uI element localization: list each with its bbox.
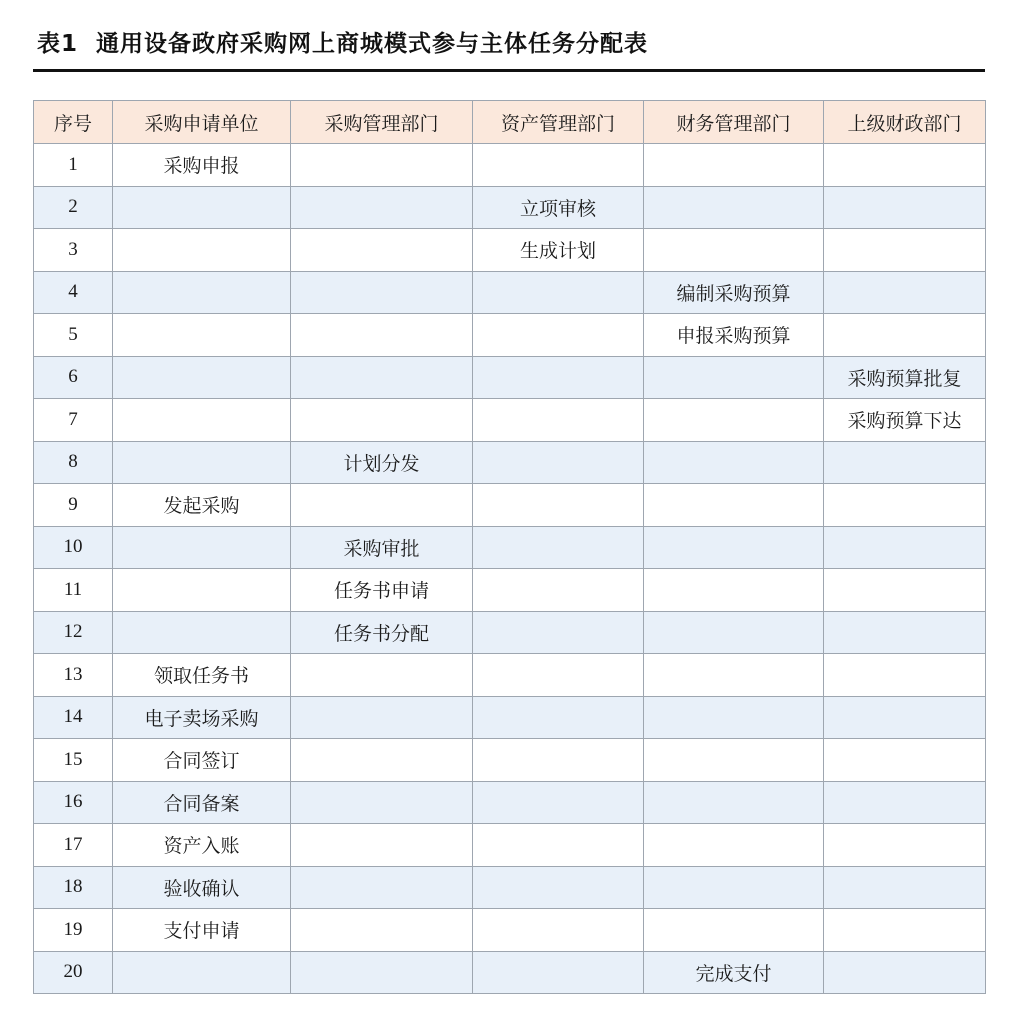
cell-asset-mgmt [473, 314, 644, 357]
cell-procurement-mgmt [291, 951, 473, 994]
cell-finance-mgmt [644, 909, 824, 952]
cell-applicant [113, 356, 291, 399]
table-row [34, 271, 986, 314]
table-row [34, 696, 986, 739]
cell-finance-mgmt [644, 611, 824, 654]
table-row [34, 951, 986, 994]
cell-asset-mgmt [473, 654, 644, 697]
cell-finance-mgmt [644, 526, 824, 569]
row-index: 13 [34, 654, 113, 697]
cell-superior-finance [824, 441, 986, 484]
cell-finance-mgmt [644, 824, 824, 867]
cell-procurement-mgmt [291, 271, 473, 314]
cell-asset-mgmt [473, 399, 644, 442]
cell-procurement-mgmt [291, 399, 473, 442]
row-index: 17 [34, 824, 113, 867]
cell-superior-finance [824, 144, 986, 187]
col-header-asset-mgmt: 资产管理部门 [473, 101, 644, 144]
cell-finance-mgmt [644, 144, 824, 187]
table-row [34, 229, 986, 272]
cell-applicant [113, 951, 291, 994]
cell-finance-mgmt [644, 399, 824, 442]
cell-asset-mgmt [473, 781, 644, 824]
cell-finance-mgmt [644, 654, 824, 697]
cell-procurement-mgmt [291, 824, 473, 867]
cell-asset-mgmt [473, 484, 644, 527]
cell-finance-mgmt [644, 186, 824, 229]
table-row [34, 356, 986, 399]
cell-finance-mgmt: 申报采购预算 [644, 314, 824, 357]
title-underline [33, 69, 985, 72]
table-row [34, 314, 986, 357]
header-row [34, 101, 986, 144]
cell-applicant [113, 526, 291, 569]
cell-asset-mgmt [473, 739, 644, 782]
cell-asset-mgmt [473, 356, 644, 399]
table-row [34, 526, 986, 569]
cell-superior-finance [824, 484, 986, 527]
task-allocation-table [33, 100, 986, 994]
cell-procurement-mgmt: 任务书申请 [291, 569, 473, 612]
row-index: 1 [34, 144, 113, 187]
cell-superior-finance [824, 951, 986, 994]
row-index: 4 [34, 271, 113, 314]
cell-superior-finance [824, 696, 986, 739]
row-index: 2 [34, 186, 113, 229]
cell-applicant [113, 441, 291, 484]
cell-applicant [113, 271, 291, 314]
cell-procurement-mgmt [291, 314, 473, 357]
table-row [34, 441, 986, 484]
table-title-text: 通用设备政府采购网上商城模式参与主体任务分配表 [96, 31, 649, 57]
cell-superior-finance [824, 314, 986, 357]
cell-procurement-mgmt [291, 781, 473, 824]
cell-procurement-mgmt [291, 739, 473, 782]
cell-superior-finance [824, 186, 986, 229]
table-number: 表1 [37, 31, 79, 57]
cell-superior-finance [824, 271, 986, 314]
cell-procurement-mgmt: 采购审批 [291, 526, 473, 569]
row-index: 6 [34, 356, 113, 399]
cell-procurement-mgmt [291, 484, 473, 527]
cell-superior-finance [824, 781, 986, 824]
row-index: 19 [34, 909, 113, 952]
cell-finance-mgmt [644, 569, 824, 612]
cell-asset-mgmt [473, 824, 644, 867]
cell-asset-mgmt [473, 271, 644, 314]
col-header-index: 序号 [34, 101, 113, 144]
cell-procurement-mgmt [291, 144, 473, 187]
cell-applicant: 合同签订 [113, 739, 291, 782]
cell-applicant: 发起采购 [113, 484, 291, 527]
table-header [34, 101, 986, 144]
cell-finance-mgmt [644, 866, 824, 909]
cell-finance-mgmt [644, 696, 824, 739]
cell-asset-mgmt [473, 569, 644, 612]
cell-finance-mgmt: 编制采购预算 [644, 271, 824, 314]
row-index: 15 [34, 739, 113, 782]
row-index: 14 [34, 696, 113, 739]
cell-superior-finance [824, 866, 986, 909]
cell-applicant: 领取任务书 [113, 654, 291, 697]
row-index: 16 [34, 781, 113, 824]
cell-superior-finance [824, 824, 986, 867]
table-row [34, 824, 986, 867]
cell-finance-mgmt: 完成支付 [644, 951, 824, 994]
cell-procurement-mgmt [291, 356, 473, 399]
cell-superior-finance [824, 654, 986, 697]
row-index: 8 [34, 441, 113, 484]
cell-asset-mgmt [473, 526, 644, 569]
cell-superior-finance: 采购预算批复 [824, 356, 986, 399]
cell-superior-finance [824, 526, 986, 569]
cell-applicant: 资产入账 [113, 824, 291, 867]
table-body [34, 144, 986, 994]
table-title [33, 26, 985, 62]
cell-asset-mgmt [473, 866, 644, 909]
cell-applicant [113, 569, 291, 612]
col-header-procurement-mgmt: 采购管理部门 [291, 101, 473, 144]
cell-procurement-mgmt [291, 696, 473, 739]
cell-applicant [113, 399, 291, 442]
cell-applicant: 采购申报 [113, 144, 291, 187]
row-index: 3 [34, 229, 113, 272]
cell-applicant: 支付申请 [113, 909, 291, 952]
cell-procurement-mgmt [291, 654, 473, 697]
table-row [34, 144, 986, 187]
row-index: 7 [34, 399, 113, 442]
cell-finance-mgmt [644, 739, 824, 782]
table-row [34, 484, 986, 527]
col-header-applicant: 采购申请单位 [113, 101, 291, 144]
row-index: 20 [34, 951, 113, 994]
cell-asset-mgmt: 生成计划 [473, 229, 644, 272]
cell-asset-mgmt [473, 909, 644, 952]
col-header-finance-mgmt: 财务管理部门 [644, 101, 824, 144]
cell-procurement-mgmt [291, 866, 473, 909]
cell-superior-finance [824, 739, 986, 782]
cell-procurement-mgmt: 计划分发 [291, 441, 473, 484]
cell-superior-finance [824, 611, 986, 654]
cell-finance-mgmt [644, 484, 824, 527]
cell-superior-finance [824, 569, 986, 612]
table-row [34, 866, 986, 909]
col-header-superior-finance: 上级财政部门 [824, 101, 986, 144]
row-index: 11 [34, 569, 113, 612]
cell-applicant [113, 186, 291, 229]
cell-asset-mgmt [473, 696, 644, 739]
table-row [34, 781, 986, 824]
cell-applicant [113, 229, 291, 272]
cell-applicant: 电子卖场采购 [113, 696, 291, 739]
cell-asset-mgmt [473, 144, 644, 187]
table-row [34, 654, 986, 697]
cell-applicant: 合同备案 [113, 781, 291, 824]
table-row [34, 186, 986, 229]
cell-asset-mgmt [473, 441, 644, 484]
cell-asset-mgmt [473, 611, 644, 654]
row-index: 9 [34, 484, 113, 527]
cell-applicant [113, 611, 291, 654]
cell-applicant [113, 314, 291, 357]
row-index: 18 [34, 866, 113, 909]
table-row [34, 399, 986, 442]
cell-procurement-mgmt [291, 186, 473, 229]
cell-procurement-mgmt: 任务书分配 [291, 611, 473, 654]
cell-applicant: 验收确认 [113, 866, 291, 909]
table-row [34, 569, 986, 612]
row-index: 5 [34, 314, 113, 357]
cell-superior-finance [824, 229, 986, 272]
cell-asset-mgmt: 立项审核 [473, 186, 644, 229]
table-row [34, 611, 986, 654]
cell-superior-finance [824, 909, 986, 952]
cell-asset-mgmt [473, 951, 644, 994]
cell-finance-mgmt [644, 781, 824, 824]
cell-finance-mgmt [644, 229, 824, 272]
row-index: 12 [34, 611, 113, 654]
table-row [34, 739, 986, 782]
cell-superior-finance: 采购预算下达 [824, 399, 986, 442]
cell-procurement-mgmt [291, 909, 473, 952]
cell-procurement-mgmt [291, 229, 473, 272]
cell-finance-mgmt [644, 356, 824, 399]
cell-finance-mgmt [644, 441, 824, 484]
table-row [34, 909, 986, 952]
row-index: 10 [34, 526, 113, 569]
